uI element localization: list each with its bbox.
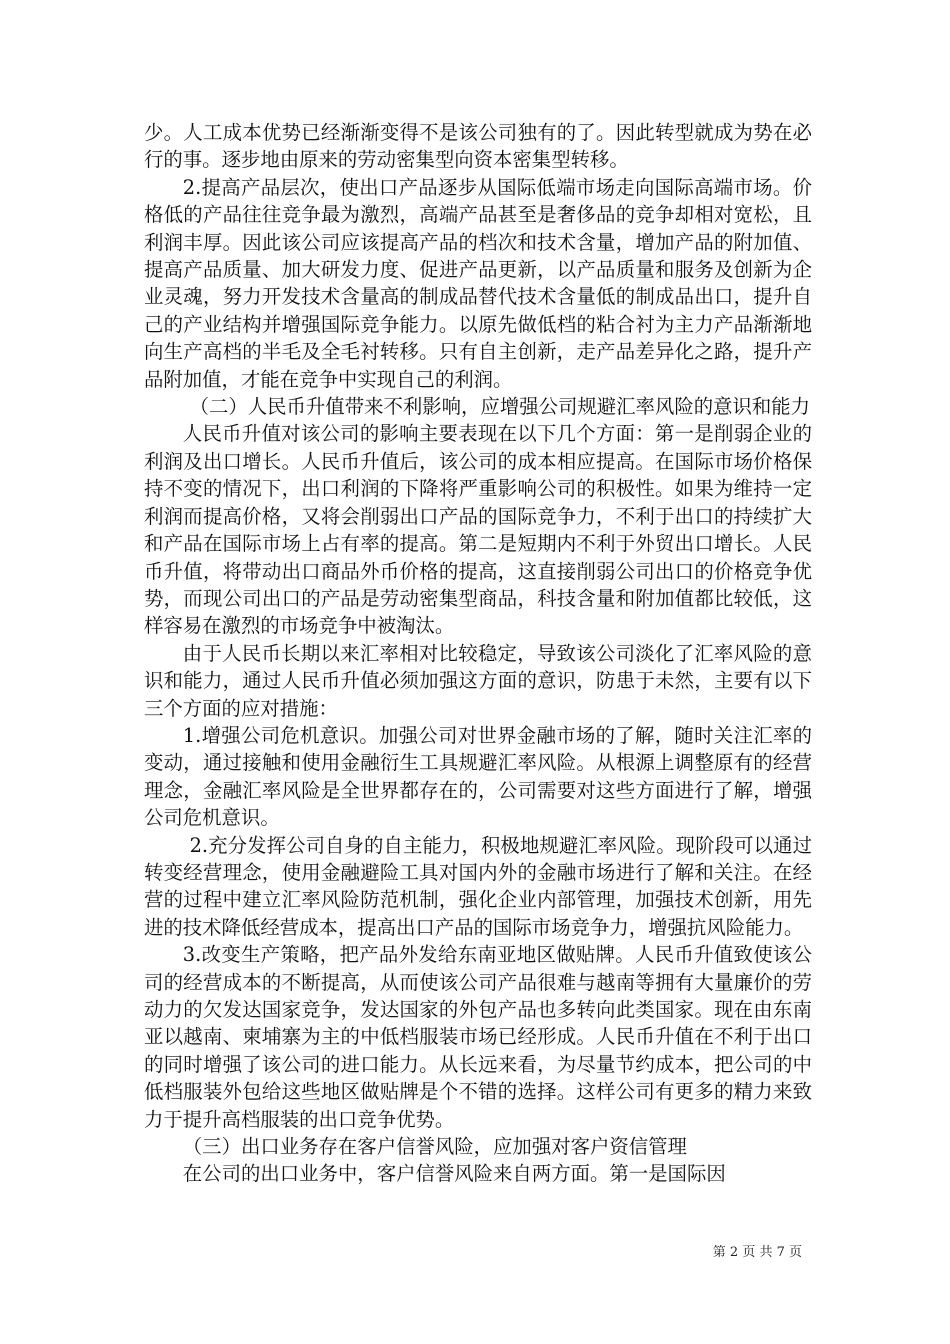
paragraph-measure-2: 2.充分发挥公司自身的自主能力，积极地规避汇率风险。现阶段可以通过转变经营理念，使用金融避险工具对国内外的金融市场进行了解和关注。在经营的过程中建立汇率风险防范机制，强化企业内部管理，加强技术创新，用先进的技术降低经营成本，提高出口产品的国际市场竞争力，增强抗风险能力。 bbox=[144, 833, 812, 939]
paragraph-measure-3: 3.改变生产策略，把产品外发给东南亚地区做贴牌。人民币升值致使该公司的经营成本的不断提高，从而使该公司产品很难与越南等拥有大量廉价的劳动力的欠发达国家竞争，发达国家的外包产品也多转向此类国家。现在由东南亚以越南、柬埔寨为主的中低档服装市场已经形成。人民币升值在不利于出口的同时增强了该公司的进口能力。从长远来看，为尽量节约成本，把公司的中低档服装外包给这些地区做贴牌是个不错的选择。这样公司有更多的精力来致力于提升高档服装的出口竞争优势。 bbox=[144, 943, 812, 1131]
page-number-footer: 第 2 页 共 7 页 bbox=[712, 1245, 802, 1260]
paragraph-measure-1: 1.增强公司危机意识。加强公司对世界金融市场的了解，随时关注汇率的变动，通过接触和使用金融衍生工具规避汇率风险。从根源上调整原有的经营理念，金融汇率风险是全世界都存在的，公司需要对这些方面进行了解，增强公司危机意识。 bbox=[144, 723, 812, 830]
section-heading-3: （三）出口业务存在客户信誉风险，应加强对客户资信管理 bbox=[182, 1135, 687, 1159]
paragraph-rmb-impact: 人民币升值对该公司的影响主要表现在以下几个方面：第一是削弱企业的利润及出口增长。人民币升值后，该公司的成本相应提高。在国际市场价格保持不变的情况下，出口利润的下降将严重影响公司的积极性。如果为维持一定利润而提高价格，又将会削弱出口产品的国际竞争力，不利于出口的持续扩大和产品在国际市场上占有率的提高。第二是短期内不利于外贸出口增长。人民币升值，将带动出口商品外币价格的提高，这直接削弱公司出口的价格竞争优势，而现公司出口的产品是劳动密集型商品，科技含量和附加值都比较低，这样容易在激烈的市场竞争中被淘汰。 bbox=[144, 422, 812, 638]
paragraph-item-2-product-upgrade: 2.提高产品层次，使出口产品逐步从国际低端市场走向国际高端市场。价格低的产品往往竞争最为激烈，高端产品甚至是奢侈品的竞争却相对宽松，且利润丰厚。因此该公司应该提高产品的档次和技术含量，增加产品的附加值、提高产品质量、加大研发力度、促进产品更新，以产品质量和服务及创新为企业灵魂，努力开发技术含量高的制成品替代技术含量低的制成品出口，提升自己的产业结构并增强国际竞争能力。以原先做低档的粘合衬为主力产品渐渐地向生产高档的半毛及全毛衬转移。只有自主创新，走产品差异化之路，提升产品附加值，才能在竞争中实现自己的利润。 bbox=[144, 175, 812, 391]
document-body bbox=[144, 119, 812, 1188]
section-heading-2: （二）人民币升值带来不利影响，应增强公司规避汇率风险的意识和能力 bbox=[189, 395, 811, 419]
paragraph-continuation: 少。人工成本优势已经渐渐变得不是该公司独有的了。因此转型就成为势在必行的事。逐步地由原来的劳动密集型向资本密集型转移。 bbox=[144, 121, 812, 172]
paragraph-credit-risk: 在公司的出口业务中，客户信誉风险来自两方面。第一是国际因 bbox=[182, 1162, 726, 1186]
paragraph-measures-intro: 由于人民币长期以来汇率相对比较稳定，导致该公司淡化了汇率风险的意识和能力，通过人民币升值必须加强这方面的意识，防患于未然，主要有以下三个方面的应对措施： bbox=[144, 641, 812, 720]
